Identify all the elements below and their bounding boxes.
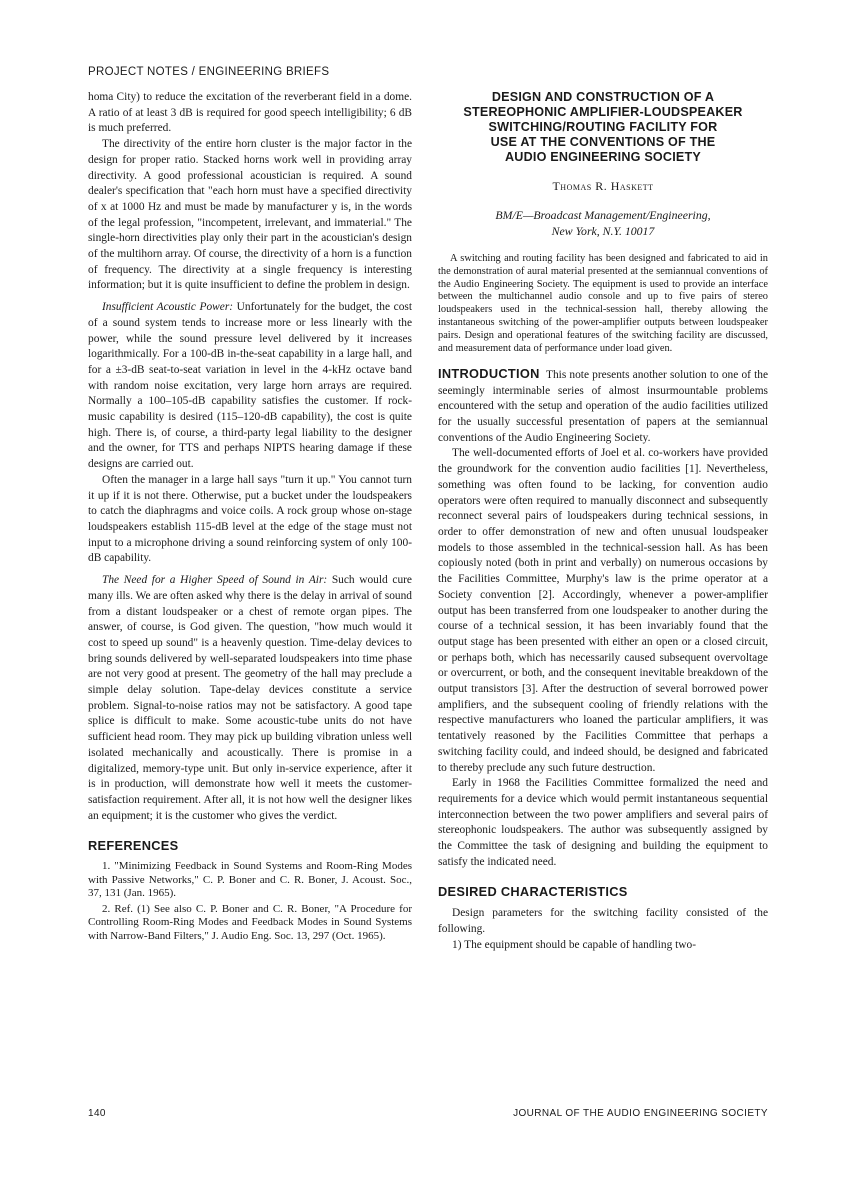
- right-column: [438, 90, 768, 953]
- abstract-text: A switching and routing facility has been designed and fabricated to aid in the demonstration of aural material presented at the semiannual conventions of the Audio Engineering Society. The equipment is used to provide an interface between the multichannel audio console and up to five pairs of stereo loudspeakers used in the technical-session hall, thereby allowing the instantaneous switching of the power-amplifier outputs between loudspeaker pairs. Design and operational features of the switching facility are discussed, and measurement data of performance under load given.: [438, 252, 768, 355]
- title-line: SWITCHING/ROUTING FACILITY FOR: [488, 120, 718, 134]
- references-heading: REFERENCES: [88, 838, 179, 854]
- running-head: PROJECT NOTES / ENGINEERING BRIEFS: [88, 66, 330, 78]
- left-paragraph-5: The Need for a Higher Speed of Sound in Air: Such would cure many ills. We are often asked why there is the delay in arrival of sound from a distant loudspeaker or a chest of remote organ pipes. The answer, of course, is God given. The question, "how much would it cost to speed up sound" is a heavenly question. Time-delay devices to bring sounds delivered by well-separated loudspeakers into time phase are not very good at present. The geometry of the hall may preclude a simple delay solution. Tape-delay devices constitute a service problem. Signal-to-noise ratios may not be satisfactory. A good tape splice is difficult to make. Some acoustic-tube units do not have sufficient head room. They may pick up building vibration unless well isolated mechanically and acoustically. There is promise in a digitalized, memory-type unit. But only in-service experience, after it is in production, will demonstrate how well it meets the customer-satisfaction requirement. After all, it is not how well the designer likes an equipment; it is the customer who gives the verdict.: [88, 574, 412, 822]
- title-line: STEREOPHONIC AMPLIFIER-LOUDSPEAKER: [463, 105, 743, 119]
- affiliation-line: New York, N.Y. 10017: [551, 223, 655, 238]
- reference-item: 1. "Minimizing Feedback in Sound Systems and Room-Ring Modes with Passive Networks," C. P. Boner and C. R. Boner, J. Acoust. Soc., 37, 131 (Jan. 1965).: [88, 860, 412, 900]
- left-paragraph-4: Often the manager in a large hall says "turn it up." You cannot turn it up if it is not there. Otherwise, put a bucket under the loudspeakers to catch the diaphragms and voice coils. A rock group whose on-stage loudspeakers establish 115-dB level at the edge of the stage must not input to a microphone driving a sound reinforcing system of only 100-dB capability.: [88, 473, 412, 565]
- left-paragraph-2: The directivity of the entire horn cluster is the major factor in the design for proper ratio. Stacked horns work well in providing array directivity. A good professional acoustician is required. A sound dealer's specification that "each horn must have a specified directivity of x at 1000 Hz and must be made by manufacturer y is, in the words of the legal profession, "incompetent, irrelevant, and immaterial." The single-horn directivities play only their part in the acoustician's design of the multihorn array. Of course, the directivity of a horn is a function of frequency. The directivity at a single frequency is interesting information; but it is quite insufficient to define the problem in design.: [88, 138, 412, 292]
- desired-paragraph-1: Design parameters for the switching facility consisted of the following.: [438, 907, 768, 935]
- introduction-heading: INTRODUCTION: [438, 365, 540, 381]
- page-number: 140: [88, 1108, 106, 1119]
- article-title-block: [438, 90, 768, 239]
- reference-item: 2. Ref. (1) See also C. P. Boner and C. R. Boner, "A Procedure for Controlling Room-Ring Modes and Feedback Modes in Sound Systems with Narrow-Band Filters," J. Audio Eng. Soc. 13, 297 (Oct. 1965).: [88, 902, 412, 943]
- introduction-paragraph-2: The well-documented efforts of Joel et al. co-workers have provided the groundwork for the convention audio facilities [1]. Nevertheless, something was often found to be lacking, for convention audio operators were often required to manually disconnect and subsequently reconnect several pairs of loudspeakers during technical sessions, in order to offer demonstration of new and often unusual loudspeaker models to those assembled in the technical-session hall. As has been copiously noted (both in print and verbally) on numerous occasions by the Facilities Committee, Murphy's law is the prime operator at a Society convention [2]. Accordingly, whenever a power-amplifier output has been transferred from one loudspeaker to another during the course of a technical session, it has been invariably found that the output stage has been presented with either an open or a closed circuit, or perhaps both, which has necessarily caused subsequent overvoltage or overcurrent, or both, and the consequent inevitable breakdown of the output transistors [3]. After the destruction of several borrowed power amplifiers, and the subsequent cooling of friendly relations with the respective manufacturers who loaned the particular amplifiers, it was tentatively reasoned by the Facilities Committee that perhaps a switching facility could, and indeed should, be designed and fabricated to thereby preclude any such future destruction.: [438, 447, 768, 774]
- author-affiliation: [438, 207, 768, 239]
- title-line: USE AT THE CONVENTIONS OF THE: [490, 135, 716, 149]
- title-line: DESIGN AND CONSTRUCTION OF A: [491, 90, 715, 104]
- desired-paragraph-2: 1) The equipment should be capable of handling two-: [452, 938, 696, 951]
- left-paragraph-3: Insufficient Acoustic Power: Unfortunately for the budget, the cost of a sound system tends to increase more or less linearly with the power, while the sound pressure level delivered by it increases logarithmically. For a 100-dB in-the-seat capability in a large hall, and for a ±3-dB seat-to-seat variation in level in the 4-kHz octave band with random noise excitation, very large horn arrays are required. Normally a 100–105-dB capability satisfies the customer. If rock-music capability is desired (115–120-dB capability), the cost is quite high. There is, of course, a third-party legal liability to the designer and the owner, for TTS and perhaps NIPTS hearing damage if these designs are carried out.: [88, 301, 412, 471]
- title-line: AUDIO ENGINEERING SOCIETY: [504, 150, 702, 164]
- runin-heading: The Need for a Higher Speed of Sound in Air:: [102, 574, 328, 587]
- author-name: Thomas R. Haskett: [552, 179, 654, 193]
- runin-heading: Insufficient Acoustic Power:: [102, 301, 234, 314]
- abstract: [438, 253, 768, 356]
- left-column: [88, 90, 412, 946]
- reference-list: [88, 860, 412, 944]
- journal-name: JOURNAL OF THE AUDIO ENGINEERING SOCIETY: [513, 1108, 768, 1119]
- left-paragraph-1: homa City) to reduce the excitation of the reverberant field in a dome. A ratio of at least 3 dB is required for good speech intelligibility; 6 dB is much preferred.: [88, 91, 412, 135]
- desired-characteristics-heading: DESIRED CHARACTERISTICS: [438, 884, 628, 900]
- affiliation-line: BM/E—Broadcast Management/Engineering,: [495, 207, 711, 222]
- introduction-paragraph-1: INTRODUCTION This note presents another solution to one of the seemingly interminable series of almost insurmountable problems encountered with the setup and operation of the audio facilities utilized for the usually successful presentation of papers at the semiannual conventions of the Audio Engineering Society.: [438, 365, 768, 444]
- introduction-paragraph-3: Early in 1968 the Facilities Committee formalized the need and requirements for a device which would permit instantaneous sequential interconnection between the two power amplifiers and several pairs of stereophonic loudspeakers. The author was subsequently assigned by the Committee the task of designing and building the equipment to satisfy the indicated need.: [438, 777, 768, 868]
- article-title: [438, 90, 768, 165]
